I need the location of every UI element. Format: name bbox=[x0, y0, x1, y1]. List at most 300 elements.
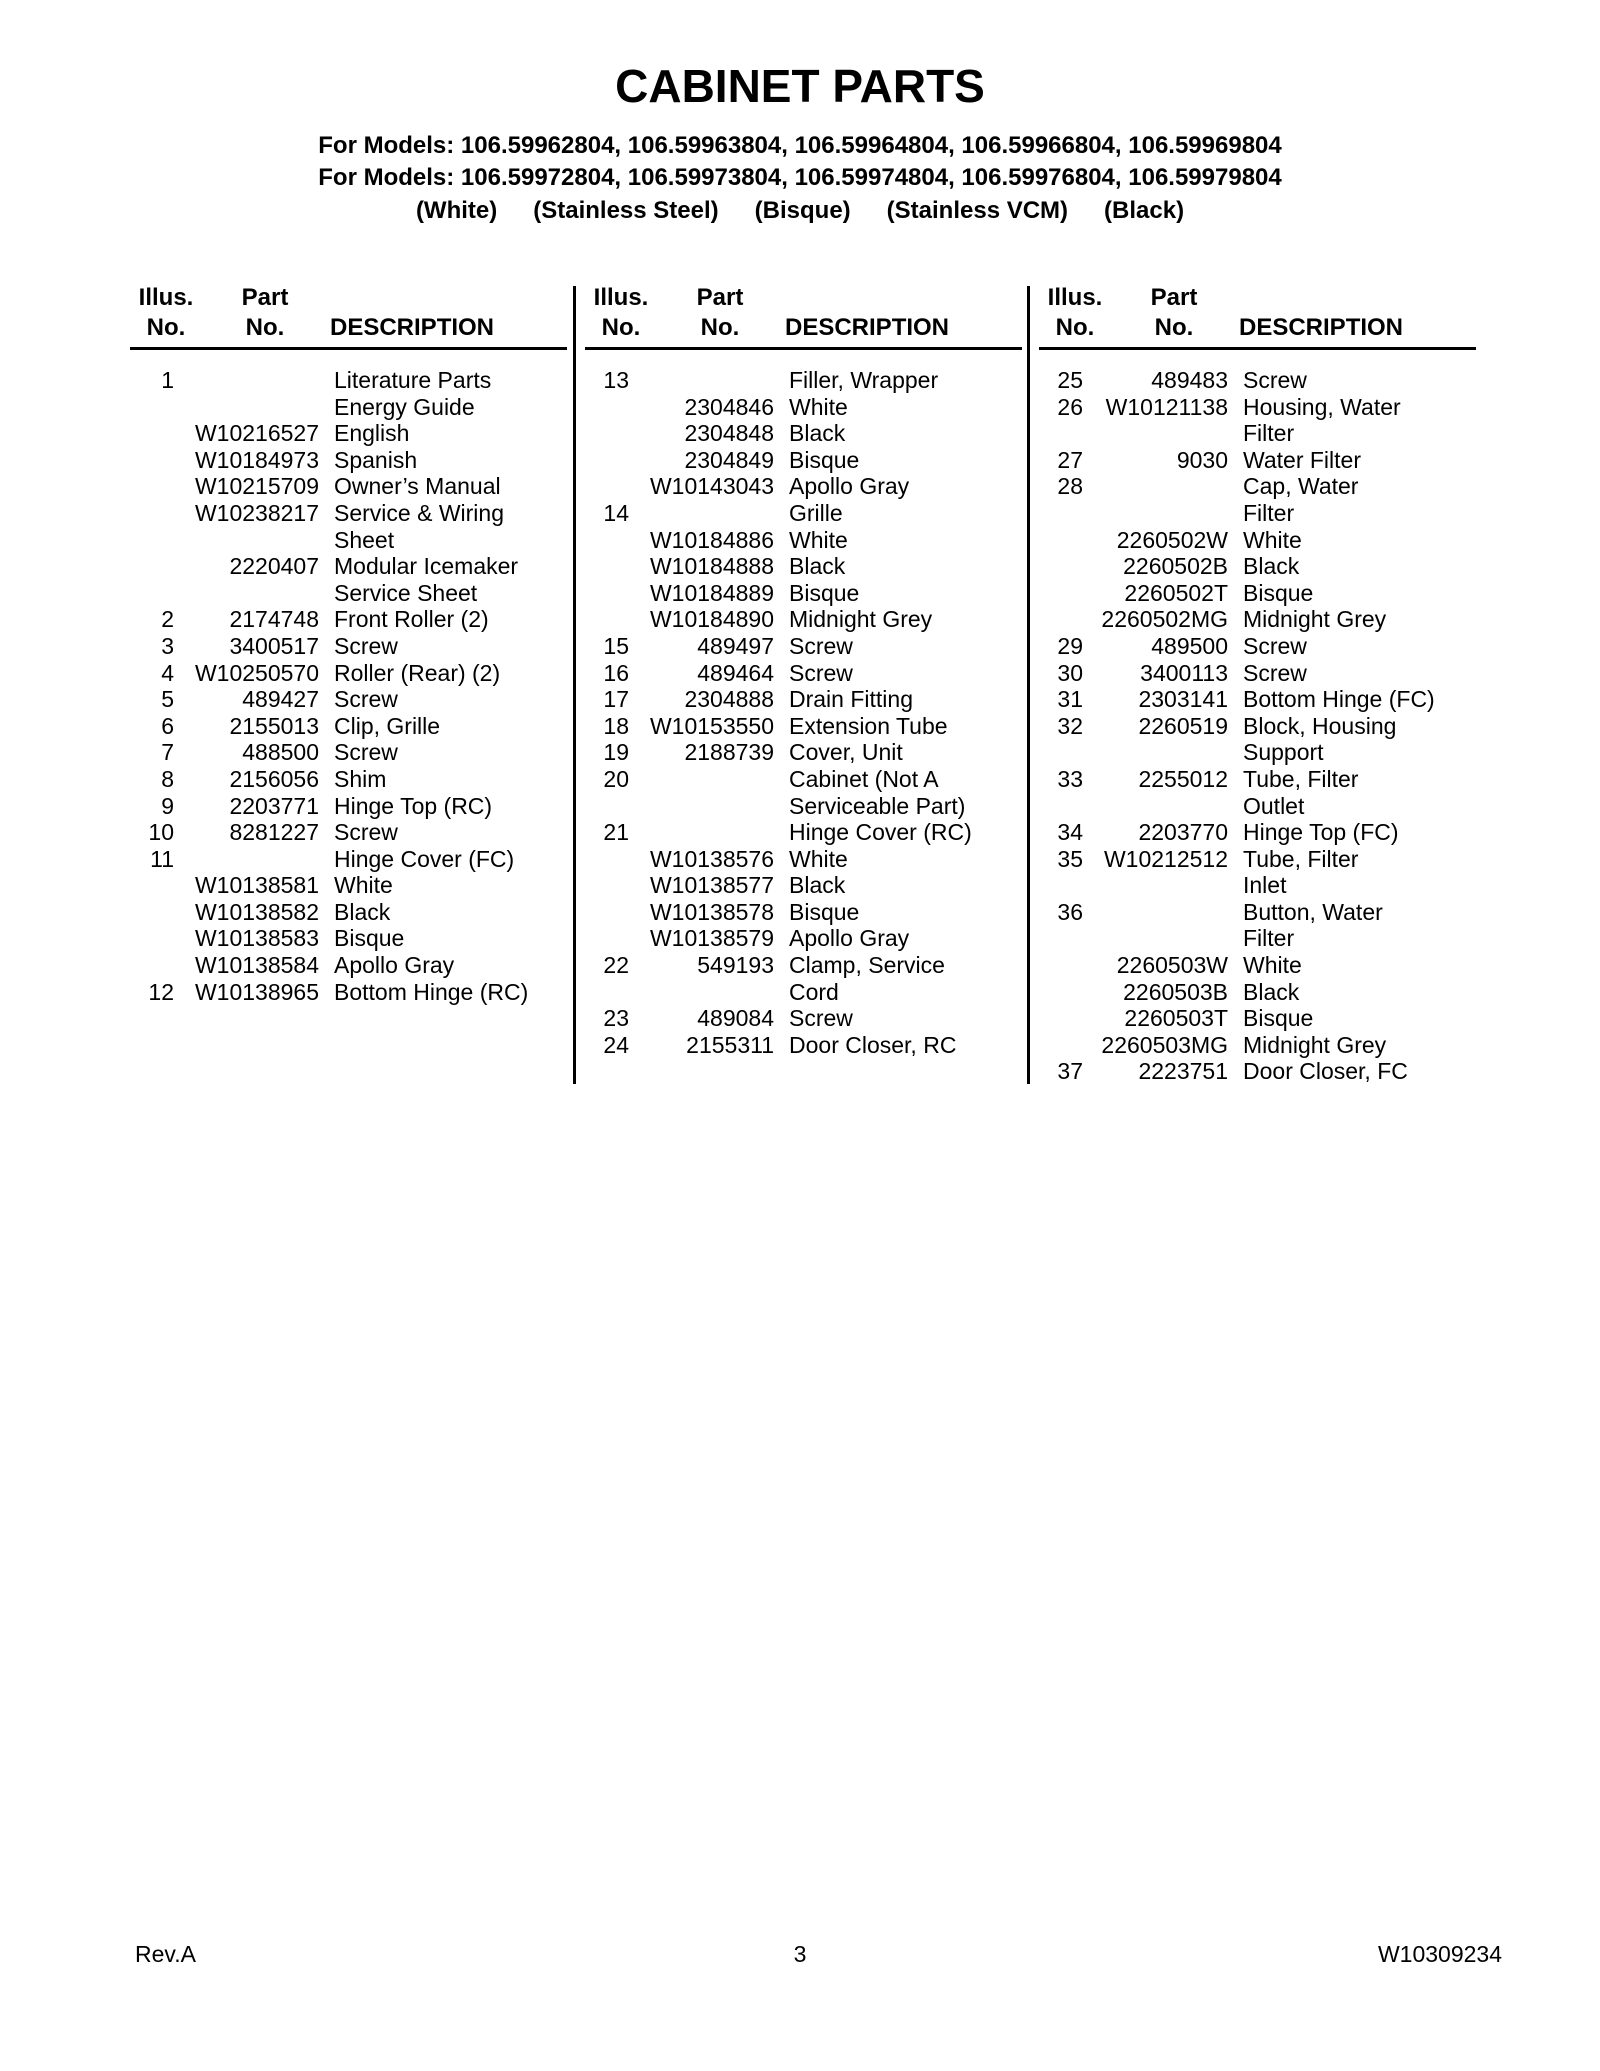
illus-no-cell: 36 bbox=[1057, 898, 1083, 925]
part-no-cell bbox=[180, 367, 320, 394]
table-row bbox=[1009, 899, 1469, 926]
table-row bbox=[100, 500, 560, 527]
table-row bbox=[1009, 420, 1469, 447]
table-row bbox=[1009, 846, 1469, 873]
part-no-cell: W10212512 bbox=[1103, 845, 1228, 872]
table-row bbox=[100, 766, 560, 793]
part-no-header bbox=[665, 283, 775, 343]
illus-no-cell: 14 bbox=[603, 499, 629, 526]
description-cell: Cord bbox=[789, 978, 839, 1005]
illus-no-cell bbox=[100, 925, 180, 952]
table-row bbox=[555, 713, 1015, 740]
illus-no-cell: 11 bbox=[150, 845, 174, 872]
part-no-cell: 3400113 bbox=[1140, 659, 1228, 686]
description-cell: Screw bbox=[1243, 659, 1307, 686]
description-cell: Black bbox=[789, 420, 846, 447]
part-no-cell bbox=[180, 527, 320, 554]
table-row bbox=[1009, 1058, 1469, 1085]
description-cell: Apollo Gray bbox=[789, 925, 910, 952]
description-cell: Energy Guide bbox=[334, 393, 475, 420]
finish-label: (Stainless Steel) bbox=[533, 197, 719, 224]
table-row bbox=[555, 420, 1015, 447]
no-label: No. bbox=[700, 314, 740, 341]
column-body bbox=[1009, 367, 1469, 1085]
illus-no-cell bbox=[555, 899, 635, 926]
illus-no-cell bbox=[555, 527, 635, 554]
description-cell: Bisque bbox=[789, 579, 860, 606]
illus-no-cell bbox=[1009, 872, 1089, 899]
description-cell: Screw bbox=[334, 819, 398, 846]
description-cell: White bbox=[334, 872, 393, 899]
description-cell: Drain Fitting bbox=[789, 686, 913, 713]
footer-page-number: 3 bbox=[793, 1941, 807, 1967]
part-no-cell: 489500 bbox=[1151, 632, 1228, 659]
illus-no-cell: 31 bbox=[1057, 686, 1083, 713]
part-no-cell: 489464 bbox=[697, 659, 774, 686]
description-cell: Black bbox=[1243, 978, 1300, 1005]
illus-no-cell: 5 bbox=[161, 686, 174, 713]
part-no-cell: 2220407 bbox=[229, 553, 319, 580]
illus-no-cell bbox=[100, 394, 180, 421]
description-cell: Extension Tube bbox=[789, 712, 948, 739]
no-label: No. bbox=[1055, 314, 1095, 341]
part-no-cell: 549193 bbox=[697, 952, 774, 979]
description-cell: Black bbox=[789, 553, 846, 580]
illus-no-cell: 16 bbox=[603, 659, 629, 686]
illus-no-cell: 27 bbox=[1057, 446, 1083, 473]
table-row bbox=[1009, 952, 1469, 979]
part-no-cell: 2304849 bbox=[684, 446, 774, 473]
table-row bbox=[100, 580, 560, 607]
table-row bbox=[100, 553, 560, 580]
illus-label: Illus. bbox=[138, 284, 194, 311]
description-cell: Filter bbox=[1243, 499, 1295, 526]
table-row bbox=[1009, 447, 1469, 474]
description-cell: English bbox=[334, 420, 410, 447]
table-row bbox=[1009, 367, 1469, 394]
description-cell: Literature Parts bbox=[334, 367, 492, 393]
parts-column bbox=[555, 283, 1015, 1058]
illus-no-cell: 37 bbox=[1057, 1058, 1083, 1085]
part-no-cell: W10138581 bbox=[194, 872, 319, 899]
illus-no-cell: 23 bbox=[603, 1005, 629, 1032]
description-cell: Screw bbox=[334, 686, 398, 713]
part-no-cell: 2260503T bbox=[1124, 1005, 1228, 1032]
illus-no-cell bbox=[100, 899, 180, 926]
parts-column bbox=[1009, 283, 1469, 1085]
models-line-1: For Models: 106.59962804, 106.59963804, 106.59964804, 106.59966804, 106.59969804 bbox=[318, 132, 1282, 159]
part-no-cell: W10184890 bbox=[649, 606, 774, 633]
description-cell: Filter bbox=[1243, 925, 1295, 952]
illus-no-cell: 12 bbox=[148, 978, 174, 1005]
table-row bbox=[100, 899, 560, 926]
illus-no-cell bbox=[555, 447, 635, 474]
description-cell: Modular Icemaker bbox=[334, 553, 519, 580]
illus-no-cell bbox=[100, 580, 180, 607]
description-cell: White bbox=[789, 393, 848, 420]
description-cell: Screw bbox=[789, 632, 853, 659]
part-no-cell: W10184888 bbox=[649, 553, 774, 580]
description-cell: Service Sheet bbox=[334, 579, 478, 606]
part-no-cell bbox=[1089, 500, 1229, 527]
part-no-cell: 2260502W bbox=[1116, 526, 1228, 553]
description-cell: Spanish bbox=[334, 446, 418, 473]
description-cell: Grille bbox=[789, 499, 843, 526]
column-body bbox=[555, 367, 1015, 1058]
table-row bbox=[1009, 713, 1469, 740]
table-row bbox=[100, 793, 560, 820]
description-cell: Door Closer, RC bbox=[789, 1031, 957, 1058]
table-row bbox=[1009, 394, 1469, 421]
illus-no-cell bbox=[1009, 1005, 1089, 1032]
table-row bbox=[555, 952, 1015, 979]
illus-no-cell bbox=[100, 420, 180, 447]
table-row bbox=[555, 766, 1015, 793]
illus-no-cell bbox=[1009, 527, 1089, 554]
models-line-2: For Models: 106.59972804, 106.59973804, 106.59974804, 106.59976804, 106.59979804 bbox=[318, 164, 1282, 191]
part-no-cell: 2260519 bbox=[1138, 712, 1228, 739]
part-no-cell: W10184886 bbox=[649, 526, 774, 553]
table-row bbox=[555, 979, 1015, 1006]
table-row bbox=[1009, 819, 1469, 846]
part-no-cell: 2260503W bbox=[1116, 952, 1228, 979]
table-row bbox=[555, 660, 1015, 687]
no-label: No. bbox=[245, 314, 285, 341]
illus-no-cell: 4 bbox=[161, 659, 174, 686]
description-cell: Cabinet (Not A bbox=[789, 765, 939, 792]
illus-no-cell bbox=[1009, 952, 1089, 979]
illus-no-cell bbox=[1009, 925, 1089, 952]
part-no-cell: 489427 bbox=[242, 686, 319, 713]
illus-no-cell: 7 bbox=[161, 739, 174, 766]
description-cell: Screw bbox=[789, 1005, 853, 1032]
description-cell: Filler, Wrapper bbox=[789, 367, 939, 393]
table-row bbox=[1009, 979, 1469, 1006]
part-no-cell bbox=[1089, 739, 1229, 766]
part-no-cell: W10216527 bbox=[194, 420, 319, 447]
part-no-cell: 2174748 bbox=[229, 606, 319, 633]
column-body bbox=[100, 367, 560, 1005]
description-cell: Cover, Unit bbox=[789, 739, 903, 766]
finish-label: (Bisque) bbox=[754, 197, 851, 224]
table-row bbox=[100, 420, 560, 447]
illus-no-cell bbox=[1009, 553, 1089, 580]
table-row bbox=[555, 527, 1015, 554]
part-no-cell: 9030 bbox=[1176, 446, 1228, 473]
description-cell: Bottom Hinge (FC) bbox=[1243, 686, 1435, 713]
part-label: Part bbox=[696, 284, 744, 311]
part-no-cell: W10138583 bbox=[194, 925, 319, 952]
part-no-cell: 2260502T bbox=[1124, 579, 1228, 606]
table-row bbox=[555, 1032, 1015, 1059]
no-label: No. bbox=[601, 314, 641, 341]
illus-no-cell bbox=[555, 872, 635, 899]
part-no-cell: W10184973 bbox=[194, 446, 319, 473]
description-cell: Black bbox=[1243, 553, 1300, 580]
description-cell: White bbox=[1243, 952, 1302, 979]
part-no-cell: 2255012 bbox=[1138, 765, 1228, 792]
description-cell: Inlet bbox=[1243, 872, 1287, 899]
part-no-cell bbox=[1089, 420, 1229, 447]
illus-no-cell bbox=[100, 500, 180, 527]
table-row bbox=[100, 660, 560, 687]
part-no-cell: 2304846 bbox=[684, 393, 774, 420]
description-cell: Tube, Filter bbox=[1243, 765, 1359, 792]
illus-no-cell: 32 bbox=[1057, 712, 1083, 739]
no-label: No. bbox=[146, 314, 186, 341]
illus-no-cell bbox=[555, 793, 635, 820]
table-row bbox=[1009, 793, 1469, 820]
part-no-header bbox=[1119, 283, 1229, 343]
table-row bbox=[555, 819, 1015, 846]
illus-no-cell bbox=[1009, 580, 1089, 607]
table-row bbox=[100, 473, 560, 500]
illus-label: Illus. bbox=[593, 284, 649, 311]
table-row bbox=[555, 606, 1015, 633]
parts-column bbox=[100, 283, 560, 1005]
part-no-cell: 2260502B bbox=[1123, 553, 1228, 580]
description-cell: Screw bbox=[789, 659, 853, 686]
table-row bbox=[100, 979, 560, 1006]
illus-no-cell: 17 bbox=[603, 686, 629, 713]
illus-no-cell bbox=[1009, 979, 1089, 1006]
table-row bbox=[555, 473, 1015, 500]
illus-no-cell: 13 bbox=[603, 367, 629, 393]
finish-label: (White) bbox=[415, 197, 498, 224]
part-no-cell bbox=[1089, 899, 1229, 926]
table-row bbox=[100, 819, 560, 846]
description-header: DESCRIPTION bbox=[1239, 314, 1404, 341]
description-cell: Housing, Water bbox=[1243, 393, 1401, 420]
table-row bbox=[100, 713, 560, 740]
table-row bbox=[555, 580, 1015, 607]
table-row bbox=[555, 846, 1015, 873]
part-no-cell: W10250570 bbox=[194, 659, 319, 686]
table-row bbox=[1009, 606, 1469, 633]
table-row bbox=[1009, 925, 1469, 952]
table-row bbox=[100, 952, 560, 979]
illus-no-cell bbox=[1009, 739, 1089, 766]
illus-no-cell: 33 bbox=[1057, 765, 1083, 792]
table-row bbox=[1009, 633, 1469, 660]
table-row bbox=[1009, 553, 1469, 580]
illus-no-cell: 18 bbox=[603, 712, 629, 739]
illus-no-cell bbox=[100, 473, 180, 500]
footer-doc-number: W10309234 bbox=[1377, 1941, 1502, 1967]
table-row bbox=[100, 686, 560, 713]
illus-no-cell bbox=[555, 925, 635, 952]
description-cell: Roller (Rear) (2) bbox=[334, 659, 501, 686]
table-row bbox=[100, 846, 560, 873]
description-cell: Bottom Hinge (RC) bbox=[334, 978, 529, 1005]
part-no-cell: 488500 bbox=[242, 739, 319, 766]
part-no-cell: 3400517 bbox=[229, 632, 319, 659]
illus-no-cell: 35 bbox=[1057, 845, 1083, 872]
illus-no-cell: 9 bbox=[161, 792, 174, 819]
table-row bbox=[1009, 500, 1469, 527]
column-header bbox=[100, 283, 560, 343]
table-row bbox=[1009, 739, 1469, 766]
illus-no-cell: 8 bbox=[161, 765, 174, 792]
description-cell: Black bbox=[334, 898, 391, 925]
illus-no-cell bbox=[100, 952, 180, 979]
part-no-cell: 2304888 bbox=[684, 686, 774, 713]
description-cell: Button, Water bbox=[1243, 898, 1383, 925]
table-row bbox=[555, 793, 1015, 820]
description-cell: Shim bbox=[334, 765, 387, 792]
description-cell: Midnight Grey bbox=[1243, 1031, 1387, 1058]
description-cell: Bisque bbox=[789, 446, 860, 473]
part-no-cell: W10138579 bbox=[649, 925, 774, 952]
table-row bbox=[1009, 473, 1469, 500]
part-no-cell: 489483 bbox=[1151, 367, 1228, 393]
description-cell: Tube, Filter bbox=[1243, 845, 1359, 872]
table-row bbox=[1009, 872, 1469, 899]
finishes-line bbox=[0, 197, 1600, 225]
part-no-cell: W10138584 bbox=[194, 952, 319, 979]
description-cell: Midnight Grey bbox=[1243, 606, 1387, 633]
table-row bbox=[1009, 686, 1469, 713]
part-no-cell: 2260503MG bbox=[1101, 1031, 1228, 1058]
part-no-cell: 2156056 bbox=[229, 765, 319, 792]
description-cell: Water Filter bbox=[1243, 446, 1361, 473]
illus-no-cell bbox=[100, 553, 180, 580]
part-no-cell: 489084 bbox=[697, 1005, 774, 1032]
part-no-cell: W10121138 bbox=[1105, 393, 1228, 420]
illus-no-cell bbox=[100, 527, 180, 554]
illus-no-cell bbox=[555, 473, 635, 500]
part-no-cell bbox=[1089, 872, 1229, 899]
illus-no-cell: 21 bbox=[603, 819, 629, 846]
description-cell: Hinge Top (FC) bbox=[1243, 819, 1399, 846]
illus-no-cell bbox=[555, 580, 635, 607]
table-row bbox=[100, 367, 560, 394]
illus-no-cell: 28 bbox=[1057, 473, 1083, 500]
table-row bbox=[555, 367, 1015, 394]
description-cell: Serviceable Part) bbox=[789, 792, 966, 819]
description-cell: White bbox=[1243, 526, 1302, 553]
table-row bbox=[555, 899, 1015, 926]
table-row bbox=[1009, 766, 1469, 793]
description-cell: Clip, Grille bbox=[334, 712, 441, 739]
illus-no-cell: 29 bbox=[1057, 632, 1083, 659]
description-cell: Screw bbox=[334, 632, 398, 659]
illus-no-cell: 6 bbox=[161, 712, 174, 739]
footer-revision: Rev.A bbox=[135, 1941, 196, 1967]
illus-no-cell bbox=[555, 420, 635, 447]
illus-label: Illus. bbox=[1047, 284, 1103, 311]
illus-no-cell bbox=[100, 872, 180, 899]
part-no-cell: 2223751 bbox=[1138, 1058, 1228, 1085]
part-no-cell: W10153550 bbox=[649, 712, 774, 739]
part-no-cell: 2203770 bbox=[1138, 819, 1228, 846]
description-cell: Hinge Top (RC) bbox=[334, 792, 493, 819]
description-cell: Door Closer, FC bbox=[1243, 1058, 1408, 1085]
illus-no-cell: 2 bbox=[161, 606, 174, 633]
column-header bbox=[555, 283, 1015, 343]
part-no-cell bbox=[180, 394, 320, 421]
description-cell: Front Roller (2) bbox=[334, 606, 489, 633]
description-cell: Clamp, Service bbox=[789, 952, 945, 979]
part-no-cell: W10138965 bbox=[194, 978, 319, 1005]
illus-no-cell: 25 bbox=[1057, 367, 1083, 393]
illus-no-cell bbox=[555, 394, 635, 421]
illus-no-cell: 15 bbox=[603, 632, 629, 659]
table-row bbox=[555, 394, 1015, 421]
illus-no-cell: 30 bbox=[1057, 659, 1083, 686]
table-row bbox=[555, 925, 1015, 952]
illus-no-cell bbox=[555, 979, 635, 1006]
description-cell: Bisque bbox=[1243, 579, 1314, 606]
header-rule bbox=[1039, 347, 1476, 350]
part-no-cell: 2188739 bbox=[684, 739, 774, 766]
description-header: DESCRIPTION bbox=[785, 314, 950, 341]
illus-no-cell bbox=[1009, 793, 1089, 820]
description-cell: Service & Wiring bbox=[334, 499, 504, 526]
illus-no-cell bbox=[1009, 606, 1089, 633]
part-label: Part bbox=[1150, 284, 1198, 311]
illus-no-cell bbox=[100, 447, 180, 474]
part-no-cell: W10138577 bbox=[649, 872, 774, 899]
part-no-header bbox=[210, 283, 320, 343]
table-row bbox=[100, 606, 560, 633]
part-no-cell bbox=[1089, 473, 1229, 500]
description-cell: White bbox=[789, 845, 848, 872]
description-cell: Outlet bbox=[1243, 792, 1305, 819]
table-row bbox=[555, 739, 1015, 766]
part-no-cell bbox=[1089, 925, 1229, 952]
description-cell: Screw bbox=[1243, 632, 1307, 659]
part-no-cell bbox=[180, 846, 320, 873]
part-no-cell: W10184889 bbox=[649, 579, 774, 606]
description-cell: Screw bbox=[334, 739, 398, 766]
table-row bbox=[100, 447, 560, 474]
description-cell: Bisque bbox=[334, 925, 405, 952]
table-row bbox=[100, 394, 560, 421]
illus-no-cell: 19 bbox=[603, 739, 629, 766]
table-row bbox=[555, 686, 1015, 713]
illus-no-cell bbox=[555, 553, 635, 580]
table-row bbox=[555, 553, 1015, 580]
part-no-cell bbox=[1089, 793, 1229, 820]
table-row bbox=[100, 872, 560, 899]
part-no-cell: W10138582 bbox=[194, 898, 319, 925]
part-no-cell: 8281227 bbox=[229, 819, 319, 846]
description-cell: Black bbox=[789, 872, 846, 899]
part-no-cell bbox=[635, 979, 775, 1006]
description-cell: White bbox=[789, 526, 848, 553]
part-no-cell bbox=[635, 793, 775, 820]
part-no-cell: W10143043 bbox=[649, 473, 774, 500]
illus-no-cell bbox=[555, 606, 635, 633]
part-no-cell: W10138576 bbox=[649, 845, 774, 872]
description-cell: Filter bbox=[1243, 420, 1295, 447]
table-row bbox=[1009, 1005, 1469, 1032]
illus-no-cell: 20 bbox=[603, 765, 629, 792]
description-cell: Hinge Cover (FC) bbox=[334, 845, 515, 872]
part-no-cell: 2260502MG bbox=[1101, 606, 1228, 633]
description-cell: Block, Housing bbox=[1243, 712, 1397, 739]
finish-label: (Stainless VCM) bbox=[886, 197, 1069, 224]
illus-no-cell: 24 bbox=[603, 1031, 629, 1058]
page-title: CABINET PARTS bbox=[615, 60, 985, 112]
table-row bbox=[555, 872, 1015, 899]
part-label: Part bbox=[241, 284, 289, 311]
illus-no-cell bbox=[1009, 500, 1089, 527]
illus-no-cell: 22 bbox=[603, 952, 629, 979]
part-no-cell: 2303141 bbox=[1138, 686, 1228, 713]
description-cell: Owner’s Manual bbox=[334, 473, 501, 500]
